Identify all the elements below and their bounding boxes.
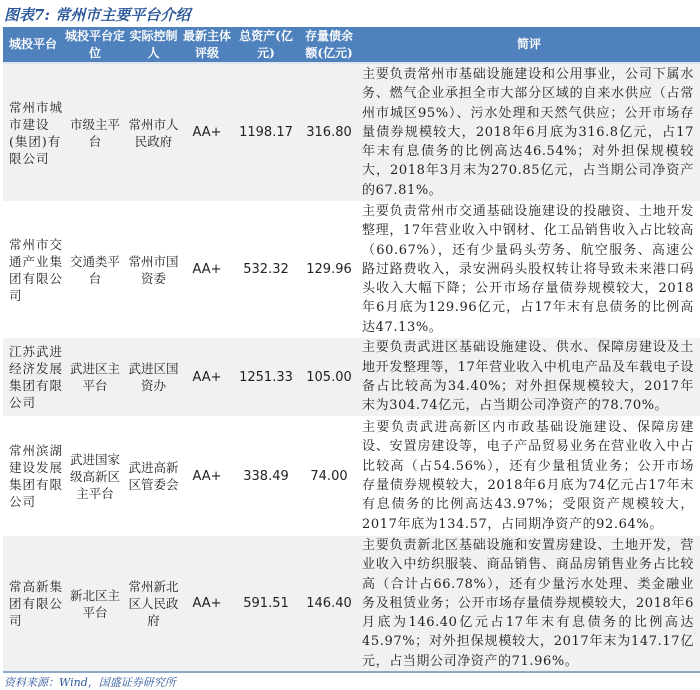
cell-name: 常州市城市建设(集团)有限公司: [3, 63, 65, 201]
table-row: [3, 201, 700, 338]
cell-debt: 316.80: [300, 63, 358, 201]
cell-position: 武进国家级高新区主平台: [69, 451, 120, 501]
cell-assets: 532.32: [243, 262, 289, 277]
cell-debt: 105.00: [300, 338, 358, 416]
header-controller: 实际控制人: [125, 27, 182, 63]
cell-position: 市级主平台: [65, 63, 125, 201]
header-platform: 城投平台: [3, 27, 65, 63]
cell-debt: 129.96: [306, 262, 352, 277]
cell-controller: 武进高新区管委会: [128, 460, 179, 492]
cell-assets: 338.49: [243, 468, 289, 484]
cell-name: 常高新集团有限公司: [3, 536, 65, 672]
cell-assets: 1251.33: [232, 338, 300, 416]
table-header: [3, 27, 700, 63]
cell-rating: AA+: [182, 536, 232, 672]
cell-rating: AA+: [192, 468, 222, 484]
cell-position: 交通类平台: [69, 253, 120, 286]
cell-comment: 主要负责武进高新区内市政基础设施建设、保障房建设、安置房建设等，电子产品贸易业务在营业收入中占比较高（占54.56%），还有少量租赁业务；公开市场存量债券规模较大，2018年6月底为74亿元占17年末有息债务的比例高达43.97%；受限资产规模较大，2017年底为134.57，占同期净资产的92.64%。: [362, 420, 694, 532]
platform-table: [3, 27, 700, 673]
table-row: [3, 338, 700, 416]
cell-rating: AA+: [182, 63, 232, 201]
table-row: [3, 416, 700, 536]
cell-rating: AA+: [182, 338, 232, 416]
cell-position: 武进区主平台: [65, 338, 125, 416]
cell-controller: 武进区国资办: [125, 338, 182, 416]
header-debt: 存量债余额(亿元): [300, 27, 358, 63]
cell-debt: 74.00: [310, 468, 348, 484]
source-note: 资料来源：Wind，国盛证券研究所: [4, 676, 176, 689]
cell-comment: 主要负责新北区基础设施和安置房建设、土地开发，营业收入中纺织服装、商品销售、商品房销售业务占比较高（合计占66.78%），还有少量污水处理、类金融业务及租赁业务；公开市场存量债券规模较大，2018年6月底为146.40亿元占17年末有息债务的比例高达45.97%；对外担保规模较大，2017年末为147.17亿元，占当期公司净资产的71.96%。: [358, 536, 700, 672]
header-position: 城投平台定位: [65, 27, 125, 63]
cell-comment: 主要负责常州市交通基础设施建设的投融资、土地开发整理，17年营业收入中钢材、化工品销售收入占比较高（60.67%），还有少量码头劳务、航空服务、高速公路过路费收入，录安洲码头股权转让将导致未来港口码头收入大幅下降；公开市场存量债券规模较大，2018年6月底为129.96亿元，占17年末有息债务的比例高达47.13%。: [362, 203, 694, 335]
cell-controller: 常州新北区人民政府: [125, 536, 182, 672]
table-row: [3, 63, 700, 201]
cell-debt: 146.40: [300, 536, 358, 672]
cell-comment: 主要负责常州市基础设施建设和公用事业，公司下属水务、燃气企业承担全市大部分区域的自来水供应（占常州市城区95%）、污水处理和天然气供应；公开市场存量债券规模较大，2018年6月底为316.8亿元，占17年末有息债务的比例高达46.54%；对外担保规模较大，2018年3月末为270.85亿元，占当期公司净资产的67.81%。: [358, 63, 700, 201]
cell-rating: AA+: [192, 262, 222, 277]
cell-position: 新北区主平台: [65, 536, 125, 672]
header-rating: 最新主体评级: [182, 27, 232, 63]
cell-controller: 常州市人民政府: [125, 63, 182, 201]
cell-name: 常州市交通产业集团有限公司: [9, 236, 64, 303]
cell-assets: 1198.17: [232, 63, 300, 201]
table-row: [3, 536, 700, 672]
header-comment: 简评: [358, 27, 700, 63]
cell-name: 江苏武进经济发展集团有限公司: [3, 338, 65, 416]
header-assets: 总资产(亿元): [232, 27, 300, 63]
cell-name: 常州滨湖建设发展集团有限公司: [9, 443, 64, 509]
figure-title: 图表7: 常州市主要平台介绍: [4, 6, 191, 24]
cell-assets: 591.51: [232, 536, 300, 672]
cell-comment: 主要负责武进区基础设施建设、供水、保障房建设及土地开发整理等，17年营业收入中机电产品及车载电子设备占比较高为34.40%；对外担保规模较大，2017年末为304.74亿元，占当期公司净资产的78.70%。: [358, 338, 700, 416]
cell-controller: 常州市国资委: [128, 253, 179, 286]
